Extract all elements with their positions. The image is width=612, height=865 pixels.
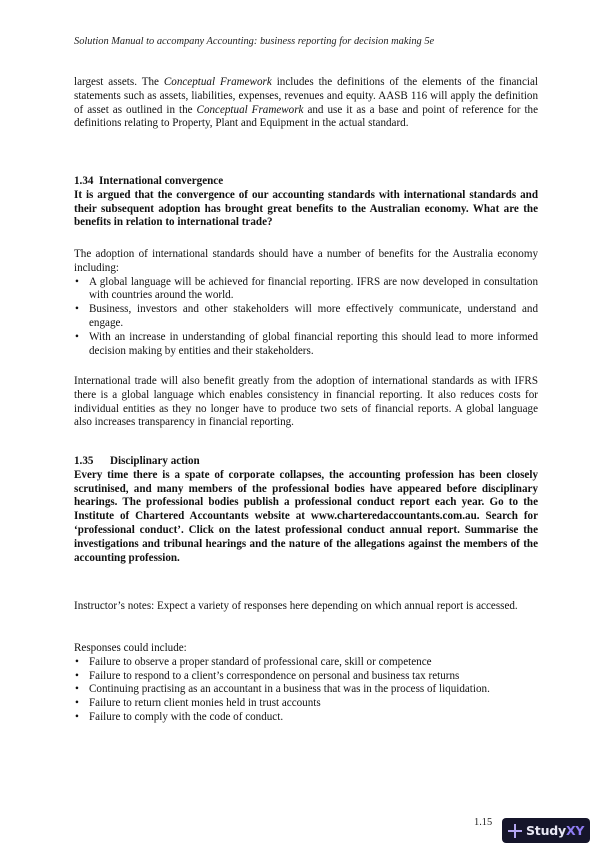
responses-list xyxy=(74,656,538,725)
section-heading xyxy=(74,455,538,469)
list-item: • Business, investors and other stakeholders will more effectively communicate, understand and engage. xyxy=(74,303,538,331)
closing-paragraph: International trade will also benefit greatly from the adoption of international standards as with IFRS there is a global language which enables consistency in financial reporting. It also reduces costs for individual entities as they no longer have to produce two sets of financial reports. A global language also increases transparency in financial reporting. xyxy=(74,375,538,429)
section-1-34-closing xyxy=(74,375,538,430)
answer-intro: The adoption of international standards should have a number of benefits for the Australia economy including: xyxy=(74,248,538,274)
instructor-notes-text: Instructor’s notes: Expect a variety of responses here depending on which annual report is accessed. xyxy=(74,600,518,612)
benefits-list xyxy=(74,276,538,359)
section-1-34 xyxy=(74,175,538,230)
question-text: It is argued that the convergence of our accounting standards with international standards and their subsequent adoption has brought great benefits to the Australian economy. What are the benefits in relation to international trade? xyxy=(74,188,538,229)
brand-text-accent: XY xyxy=(565,823,585,838)
section-1-35 xyxy=(74,455,538,565)
page-number: 1.15 xyxy=(474,817,493,828)
list-item: • Failure to observe a proper standard of professional care, skill or competence xyxy=(74,656,538,670)
list-item: • Failure to respond to a client’s correspondence on personal and business tax returns xyxy=(74,670,538,684)
brand-logo-text xyxy=(526,823,584,838)
instructor-notes xyxy=(74,600,538,614)
list-item: • Failure to comply with the code of conduct. xyxy=(74,711,538,725)
running-header: Solution Manual to accompany Accounting: business reporting for decision making 5e xyxy=(74,36,435,47)
responses-section xyxy=(74,642,538,725)
question-text: Every time there is a spate of corporate collapses, the accounting profession has been closely scrutinised, and many members of the professional bodies have appeared before disciplinary hearings. The professional bodies publish a professional conduct report each year. Go to the Institute of Chartered Accountants website at www.charteredaccountants.com.au. Search for ‘professional conduct’. Click on the latest professional conduct annual report. Summarise the investigations and tribunal hearings and the nature of the allegations against the members of the accounting profession. xyxy=(74,468,538,564)
responses-intro: Responses could include: xyxy=(74,642,187,654)
intro-text: largest assets. The xyxy=(74,76,164,88)
studyxy-badge[interactable] xyxy=(502,818,590,843)
list-item: • A global language will be achieved for financial reporting. IFRS are now developed in consultation with countries around the world. xyxy=(74,276,538,304)
section-title: International convergence xyxy=(98,175,224,187)
section-1-34-answer xyxy=(74,248,538,358)
intro-paragraph xyxy=(74,76,538,131)
section-heading xyxy=(74,175,538,189)
section-number: 1.34 xyxy=(74,175,94,187)
intro-emphasis: Conceptual Framework xyxy=(163,76,272,88)
brand-text-main: Study xyxy=(526,823,566,838)
section-number: 1.35 xyxy=(74,455,94,467)
list-item: • With an increase in understanding of global financial reporting this should lead to more informed decision making by entities and their stakeholders. xyxy=(74,331,538,359)
list-item: • Continuing practising as an accountant in a business that was in the process of liquidation. xyxy=(74,683,538,697)
section-title: Disciplinary action xyxy=(110,455,200,467)
plus-icon xyxy=(508,824,522,838)
intro-emphasis: Conceptual Framework xyxy=(196,103,304,116)
intro-text: and use it as a base and point of reference for the definitions relating to Property, Plant and Equipment in the actual standard. xyxy=(74,103,538,130)
list-item: • Failure to return client monies held in trust accounts xyxy=(74,697,538,711)
intro-text: includes the definitions of the elements of the financial statements such as assets, liabilities, expenses, revenues and equity. AASB 116 will apply the definition of asset as outlined in the xyxy=(74,76,538,116)
